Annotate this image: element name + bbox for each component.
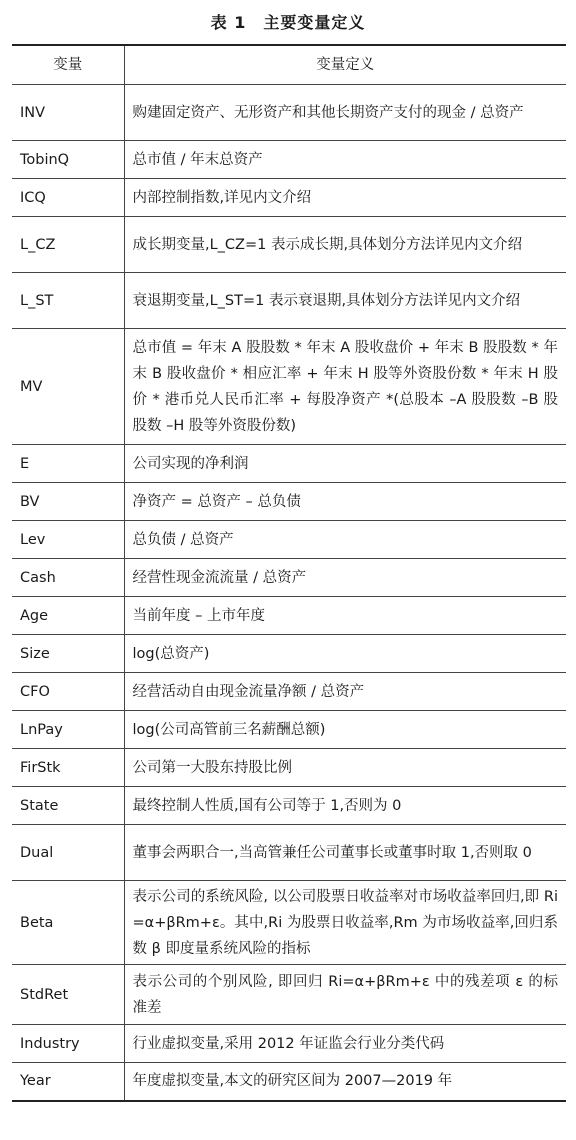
table-row bbox=[12, 597, 566, 635]
header-definition: 变量定义 bbox=[124, 45, 566, 85]
table-row bbox=[12, 749, 566, 787]
variable-cell: Cash bbox=[12, 559, 124, 597]
table-row bbox=[12, 881, 566, 965]
definition-cell: 当前年度 – 上市年度 bbox=[124, 597, 566, 635]
table-row bbox=[12, 329, 566, 445]
variable-cell: CFO bbox=[12, 673, 124, 711]
variable-cell: Dual bbox=[12, 825, 124, 881]
variable-cell: Lev bbox=[12, 521, 124, 559]
definition-cell: 董事会两职合一,当高管兼任公司董事长或董事时取 1,否则取 0 bbox=[124, 825, 566, 881]
definition-cell: 净资产 = 总资产 – 总负债 bbox=[124, 483, 566, 521]
definition-cell: 行业虚拟变量,采用 2012 年证监会行业分类代码 bbox=[124, 1025, 566, 1063]
definition-cell: 内部控制指数,详见内文介绍 bbox=[124, 179, 566, 217]
definition-cell: 衰退期变量,L_ST=1 表示衰退期,具体划分方法详见内文介绍 bbox=[124, 273, 566, 329]
variable-definitions-table bbox=[12, 44, 566, 1102]
table-row bbox=[12, 673, 566, 711]
definition-cell: log(总资产) bbox=[124, 635, 566, 673]
variable-cell: StdRet bbox=[12, 965, 124, 1025]
table-row bbox=[12, 965, 566, 1025]
variable-cell: ICQ bbox=[12, 179, 124, 217]
variable-cell: L_ST bbox=[12, 273, 124, 329]
definition-cell: 购建固定资产、无形资产和其他长期资产支付的现金 / 总资产 bbox=[124, 85, 566, 141]
header-variable: 变量 bbox=[12, 45, 124, 85]
table-row bbox=[12, 483, 566, 521]
variable-cell: MV bbox=[12, 329, 124, 445]
definition-cell: 公司实现的净利润 bbox=[124, 445, 566, 483]
variable-cell: BV bbox=[12, 483, 124, 521]
table-row bbox=[12, 635, 566, 673]
table-row bbox=[12, 179, 566, 217]
table-row bbox=[12, 787, 566, 825]
table-row bbox=[12, 445, 566, 483]
variable-cell: L_CZ bbox=[12, 217, 124, 273]
variable-cell: LnPay bbox=[12, 711, 124, 749]
table-body bbox=[12, 85, 566, 1101]
definition-cell: 经营活动自由现金流量净额 / 总资产 bbox=[124, 673, 566, 711]
table-row bbox=[12, 217, 566, 273]
definition-cell: log(公司高管前三名薪酬总额) bbox=[124, 711, 566, 749]
definition-cell: 表示公司的系统风险, 以公司股票日收益率对市场收益率回归,即 Ri=α+βRm+ε。其中,Ri 为股票日收益率,Rm 为市场收益率,回归系数 β 即度量系统风险的指标 bbox=[124, 881, 566, 965]
table-header-row bbox=[12, 45, 566, 85]
variable-cell: Year bbox=[12, 1063, 124, 1101]
variable-cell: FirStk bbox=[12, 749, 124, 787]
variable-cell: E bbox=[12, 445, 124, 483]
table-row bbox=[12, 559, 566, 597]
table-row bbox=[12, 141, 566, 179]
definition-cell: 成长期变量,L_CZ=1 表示成长期,具体划分方法详见内文介绍 bbox=[124, 217, 566, 273]
definition-cell: 总市值 / 年末总资产 bbox=[124, 141, 566, 179]
definition-cell: 最终控制人性质,国有公司等于 1,否则为 0 bbox=[124, 787, 566, 825]
variable-cell: Age bbox=[12, 597, 124, 635]
table-row bbox=[12, 711, 566, 749]
variable-cell: Size bbox=[12, 635, 124, 673]
definition-cell: 公司第一大股东持股比例 bbox=[124, 749, 566, 787]
table-row bbox=[12, 1063, 566, 1101]
table-row bbox=[12, 85, 566, 141]
variable-cell: Beta bbox=[12, 881, 124, 965]
table-row bbox=[12, 273, 566, 329]
table-row bbox=[12, 1025, 566, 1063]
variable-cell: INV bbox=[12, 85, 124, 141]
table-row bbox=[12, 521, 566, 559]
definition-cell: 总负债 / 总资产 bbox=[124, 521, 566, 559]
definition-cell: 表示公司的个别风险, 即回归 Ri=α+βRm+ε 中的残差项 ε 的标准差 bbox=[124, 965, 566, 1025]
definition-cell: 年度虚拟变量,本文的研究区间为 2007—2019 年 bbox=[124, 1063, 566, 1101]
variable-cell: Industry bbox=[12, 1025, 124, 1063]
variable-cell: State bbox=[12, 787, 124, 825]
variable-cell: TobinQ bbox=[12, 141, 124, 179]
definition-cell: 经营性现金流流量 / 总资产 bbox=[124, 559, 566, 597]
definition-cell: 总市值 = 年末 A 股股数 * 年末 A 股收盘价 + 年末 B 股股数 * 年末 B 股收盘价 * 相应汇率 + 年末 H 股等外资股份数 * 年末 H 股价 * 港币兑人民币汇率 + 每股净资产 *(总股本 –A 股股数 –B 股股数 –H 股等外资股份数) bbox=[124, 329, 566, 445]
table-title: 表 1 主要变量定义 bbox=[210, 13, 366, 32]
table-row bbox=[12, 825, 566, 881]
